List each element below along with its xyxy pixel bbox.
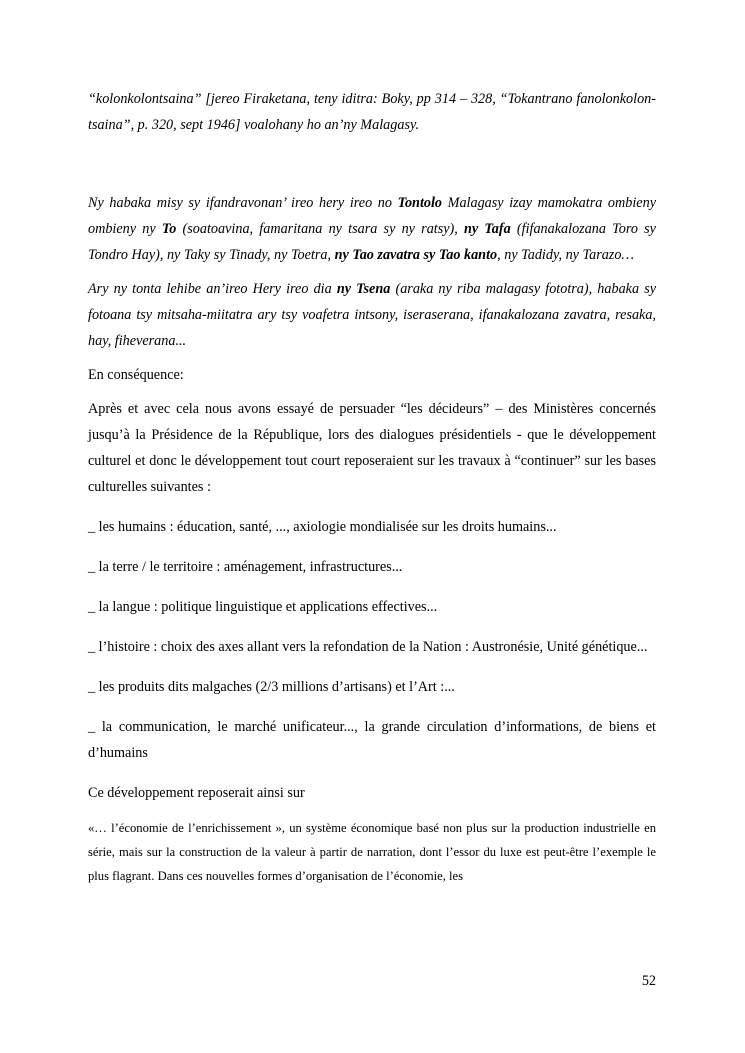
paragraph-consequence: En conséquence:	[88, 367, 184, 383]
bold-term: Tontolo	[397, 195, 443, 211]
list-item: _ l’histoire : choix des axes allant vers la refondation de la Nation : Austronésie, Unité génétique...	[88, 639, 648, 655]
bold-term: ny Tafa	[464, 221, 511, 237]
document-page	[88, 86, 656, 888]
bold-term: ny Tsena	[336, 281, 391, 297]
text-span: Ary ny tonta lehibe an’ireo Hery ireo dia	[88, 281, 337, 297]
paragraph-tsena	[88, 276, 656, 354]
list-item: _ la langue : politique linguistique et applications effectives...	[88, 599, 438, 615]
paragraph-citation: “kolonkolontsaina” [jereo Firaketana, teny iditra: Boky, pp 314 – 328, “Tokantrano fanolonkolon-tsaina”, p. 320, sept 1946] voalohany ho an’ny Malagasy.	[88, 91, 656, 133]
list-item: _ la terre / le territoire : aménagement, infrastructures...	[88, 559, 403, 575]
paragraph-decideurs: Après et avec cela nous avons essayé de persuader “les décideurs” – des Ministères concernés jusqu’à la Présidence de la République, lors des dialogues présidentiels - que le développement culturel et donc le développement tout court reposeraient sur les travaux à “continuer” sur les bases culturelles suivantes :	[88, 401, 656, 495]
list-item: _ les humains : éducation, santé, ..., axiologie mondialisée sur les droits humains...	[88, 519, 557, 535]
text-span: (fifanakalozana Toro sy Tondro Hay), ny Taky sy Tinady, ny Toetra,	[88, 221, 656, 263]
list-item: _ les produits dits malgaches (2/3 millions d’artisans) et l’Art :...	[88, 679, 455, 695]
text-span: (araka ny riba malagasy fototra), habaka sy fotoana tsy mitsaha-miitatra ary tsy voafetra intsony, iseraserana, ifanakalozana zavatra, resaka, hay, fiheverana...	[88, 281, 657, 349]
list-item: _ la communication, le marché unificateur..., la grande circulation d’informations, de biens et d’humains	[88, 719, 656, 761]
paragraph-quote-economie: «… l’économie de l’enrichissement », un système économique basé non plus sur la production industrielle en série, mais sur la construction de la valeur à partir de narration, dont l’essor du luxe est peut-être l’exemple le plus flagrant. Dans ces nouvelles formes d’organisation de l’économie, les	[88, 821, 656, 883]
text-span: Malagasy izay mamokatra ombieny ombieny ny	[88, 195, 656, 237]
text-span: (soatoavina, famaritana ny tsara sy ny ratsy),	[176, 221, 465, 237]
paragraph-tontolo	[88, 190, 656, 268]
bold-term: ny Tao zavatra sy Tao kanto	[334, 247, 498, 263]
text-span: , ny Tadidy, ny Tarazo…	[497, 247, 635, 263]
page-number: 52	[641, 973, 656, 989]
bold-term: To	[161, 221, 177, 237]
paragraph-reposerait: Ce développement reposerait ainsi sur	[88, 785, 305, 801]
text-span: Ny habaka misy sy ifandravonan’ ireo hery ireo no	[88, 195, 398, 211]
